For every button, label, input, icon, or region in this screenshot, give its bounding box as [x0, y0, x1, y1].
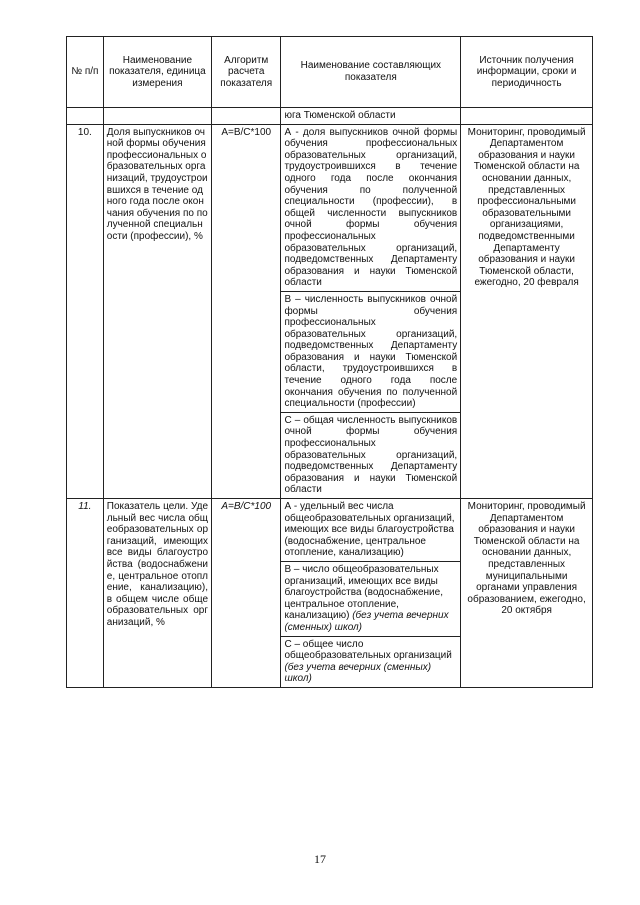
row10-component-a: А - доля выпускников очной формы обучения профессиональных образовательных организаций, трудоустроившихся в течение одного года после окончания обучения по полученной специальности (профессии), в общей численности выпускников очной формы обучения профессиональных образовательных организаций, подведомственных Департаменту образования и науки Тюменской области	[281, 124, 461, 291]
table-header-row	[67, 37, 593, 108]
header-num: № п/п	[67, 37, 104, 108]
row10-algo: A=B/C*100	[212, 124, 281, 498]
table-row	[67, 124, 593, 291]
row11-name: Показатель цели. Удельный вес числа общеобразовательных организаций, имеющих все виды благоустройства (водоснабжение, центральное отопление, канализацию), в общем числе общеобразовательных организаций, %	[103, 499, 211, 688]
row11-num: 11.	[67, 499, 104, 688]
continuation-text: юга Тюменской области	[281, 108, 461, 125]
row11-source: Мониторинг, проводимый Департаментом образования и науки Тюменской области на основании данных, представленных муниципальными органами управления образованием, ежегодно, 20 октября	[461, 499, 593, 688]
row10-component-b: В – численность выпускников очной формы обучения профессиональных образовательных организаций, подведомственных Департаменту образования и науки Тюменской области, трудоустроившихся в течение одного года после окончания обучения по полученной специальности (профессии)	[281, 291, 461, 412]
row10-source: Мониторинг, проводимый Департаментом образования и науки Тюменской области на основании данных, представленных профессиональными образовательными организациями, подведомственными Департаменту образования и науки Тюменской области, ежегодно, 20 февраля	[461, 124, 593, 498]
row11-component-b-note: (без учета вечерних (сменных) школ)	[284, 610, 449, 633]
continuation-row	[67, 108, 593, 125]
row10-component-c: С – общая численность выпускников очной формы обучения профессиональных образовательных организаций, подведомственных Департаменту образования и науки Тюменской области	[281, 412, 461, 498]
row11-component-a: А - удельный вес числа общеобразовательных организаций, имеющих все виды благоустройства (водоснабжение, центральное отопление, канализацию)	[281, 499, 461, 562]
indicators-table	[66, 36, 593, 688]
row11-algo: A=B/C*100	[212, 499, 281, 688]
row11-component-c	[281, 636, 461, 687]
row10-num: 10.	[67, 124, 104, 498]
header-source: Источник получения информации, сроки и периодичность	[461, 37, 593, 108]
row11-component-b	[281, 561, 461, 636]
page-number: 17	[314, 852, 326, 866]
header-components: Наименование составляющих показателя	[281, 37, 461, 108]
row11-component-c-text: С – общее число общеобразовательных организаций	[284, 638, 452, 662]
row11-component-c-note: (без учета вечерних (сменных) школ)	[284, 661, 432, 685]
row10-name: Доля выпускников очной формы обучения профессиональных образовательных организаций, трудоустроившихся в течение одного года после окончания обучения по полученной специальности (профессии), %	[103, 124, 211, 498]
header-name: Наименование показателя, единица измерения	[103, 37, 211, 108]
table-row	[67, 499, 593, 562]
row11-component-b-text: В – число общеобразовательных организаций, имеющих все виды благоустройства (водоснабжение, центральное отопление, канализацию)	[284, 563, 443, 622]
header-algo: Алгоритм расчета показателя	[212, 37, 281, 108]
